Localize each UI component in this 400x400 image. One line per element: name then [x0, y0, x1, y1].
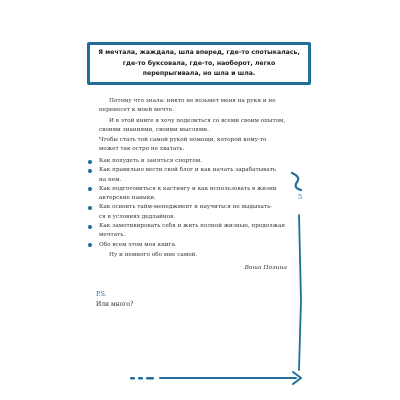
paragraph-line: И в этой книге я хочу поделиться со всеми своим опытом,	[109, 118, 286, 124]
paragraph-line: Чтобы стать той самой рукой помощи, которой кому-то	[99, 136, 267, 143]
closing-line: Ну и немного обо мне самой.	[109, 252, 198, 258]
list-item-text: актерские навыки.	[99, 195, 156, 202]
postscript-label: P.S.	[96, 291, 107, 298]
book-page	[75, 0, 325, 400]
list-item-text: Как замотивировать себя и жить полной жизнью, продолжая	[99, 223, 286, 230]
decorative-brush-lines	[75, 0, 325, 400]
paragraph-line: своими знаниями, своими мыслями.	[99, 127, 209, 134]
page-number: 5	[298, 193, 303, 201]
list-item-text: Как освоить тайм-менеджмент и научиться не выдыхать-	[99, 204, 273, 211]
margin-squiggle-icon	[292, 173, 301, 190]
postscript-text: Или много?	[96, 300, 134, 308]
paragraph-line: перенесет к моей мечте.	[99, 107, 174, 114]
quote-line: где-то буксовала, где-то, наоборот, легко	[122, 59, 276, 67]
vertical-brush-line	[299, 215, 301, 370]
list-item-text: ся в условиях дедлайнов.	[99, 213, 176, 220]
list-item-text: Как похудеть и заняться спортом.	[99, 158, 202, 164]
list-item-text: на нем.	[99, 176, 122, 183]
bottom-arrow-icon	[130, 372, 301, 384]
paragraph-line: Потому что знала: никто не возьмет меня на руки и не	[109, 98, 276, 104]
list-item-text: мечтать.	[99, 232, 126, 239]
paragraph-line: может так остро не хватать.	[99, 145, 185, 152]
quote-line: перепрыгивала, но шла и шла.	[142, 70, 256, 77]
signature: Ваша Полина	[244, 265, 287, 271]
quote-line: Я мечтала, жаждала, шла вперед, где-то спотыкалась,	[98, 49, 300, 56]
list-item-text: Как правильно вести свой блог и как начать зарабатывать	[99, 167, 276, 174]
list-item-text: Обо всем этом моя книга.	[99, 241, 177, 248]
list-item-text: Как подготовиться к кастингу и как использовать в жизни	[99, 185, 277, 192]
